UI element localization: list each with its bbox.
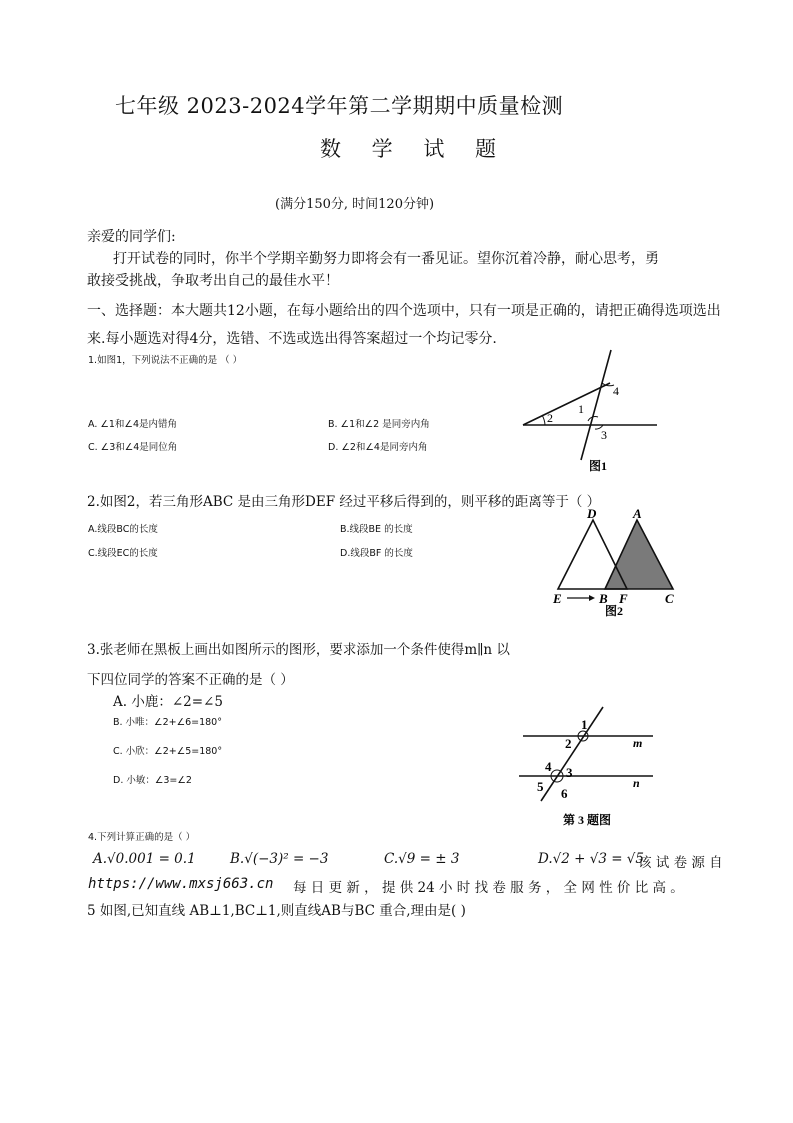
fig3-label-1: 1 xyxy=(581,717,588,732)
q2-option-c: C.线段EC的长度 xyxy=(88,548,158,559)
q1-option-c: C. ∠3和∠4是同位角 xyxy=(88,442,178,453)
intro-line-1: 打开试卷的同时，你半个学期辛勤努力即将会有一番见证。望你沉着冷静，耐心思考，勇 xyxy=(113,251,659,267)
fig2-label-c: C xyxy=(665,591,674,606)
q5-stem: 5 如图,已知直线 AB⊥1,BC⊥1,则直线AB与BC 重合,理由是( ) xyxy=(87,903,466,919)
fig2-label-b: B xyxy=(599,591,608,606)
fig1-transversal xyxy=(581,350,611,460)
q1-option-b: B. ∠1和∠2 是同旁内角 xyxy=(328,419,430,430)
fig1-label-1: 1 xyxy=(578,402,584,416)
fig2-label-a: A xyxy=(633,506,642,521)
figure-3 xyxy=(515,705,665,830)
fig1-angle-2-arc xyxy=(542,415,545,425)
q2-stem: 2.如图2，若三角形ABC 是由三角形DEF 经过平移后得到的，则平移的距离等于（ ） xyxy=(87,494,601,510)
fig1-label-2: 2 xyxy=(547,411,553,425)
figure-1 xyxy=(515,345,665,475)
fig3-label-4: 4 xyxy=(545,759,552,774)
q3-option-b: B. 小唯：∠2+∠6=180° xyxy=(113,717,222,728)
q4-stem: 4.下列计算正确的是（ ） xyxy=(88,832,196,843)
fig1-label-4: 4 xyxy=(613,384,619,398)
greeting: 亲爱的同学们: xyxy=(87,229,176,245)
fig3-label-6: 6 xyxy=(561,786,568,801)
q3-option-a: A. 小鹿：∠2=∠5 xyxy=(113,694,223,710)
q2-option-a: A.线段BC的长度 xyxy=(88,524,158,535)
q4-option-c: C.√9 = ± 3 xyxy=(384,851,460,867)
fig2-label-d: D xyxy=(587,506,597,521)
fig2-label-f: F xyxy=(619,591,628,606)
source-ad-line: 每 日 更 新 ， 提 供 24 小 时 找 卷 服 务 ， 全 网 性 价 比 高 。 xyxy=(293,880,684,896)
fig3-label-5: 5 xyxy=(537,779,544,794)
fig1-label-3: 3 xyxy=(601,428,607,442)
figure-2 xyxy=(545,505,685,620)
section-1-heading: 一、选择题：本大题共12小题，在每小题给出的四个选项中，只有一项是正确的，请把正确得选项选出 xyxy=(87,303,721,319)
q3-stem-line-1: 3.张老师在黑板上画出如图所示的图形，要求添加一个条件使得m∥n 以 xyxy=(87,642,510,658)
intro-line-2: 敢接受挑战，争取考出自己的最佳水平！ xyxy=(87,273,339,289)
q2-option-b: B.线段BE 的长度 xyxy=(340,524,413,535)
fig3-label-3: 3 xyxy=(566,765,573,780)
fig2-arrowhead xyxy=(589,595,595,601)
q1-stem: 1.如图1，下列说法不正确的是 （ ） xyxy=(88,355,243,366)
source-note: 该 试 卷 源 自 xyxy=(638,855,723,871)
fig1-caption: 图1 xyxy=(589,459,608,473)
q4-option-b: B.√(−3)² = −3 xyxy=(230,851,329,867)
fig2-caption: 图2 xyxy=(605,604,624,618)
fig3-label-2: 2 xyxy=(565,736,572,751)
q2-option-d: D.线段BF 的长度 xyxy=(340,548,413,559)
fig2-triangle-abc xyxy=(605,520,673,589)
q3-stem-line-2: 下四位同学的答案不正确的是（ ） xyxy=(87,672,294,688)
exam-subtitle: 数 学 试 题 xyxy=(320,137,509,161)
q1-option-a: A. ∠1和∠4是内错角 xyxy=(88,419,177,430)
q4-option-d: D.√2 + √3 = √5 xyxy=(538,851,644,867)
q3-option-c: C. 小欣：∠2+∠5=180° xyxy=(113,746,223,757)
fig3-transversal xyxy=(541,707,603,801)
q3-option-d: D. 小敏：∠3=∠2 xyxy=(113,775,192,786)
fig3-label-n: n xyxy=(633,776,640,790)
q1-option-d: D. ∠2和∠4是同旁内角 xyxy=(328,442,428,453)
section-1-rules: 来.每小题选对得4分，选错、不选或选出得答案超过一个均记零分. xyxy=(87,331,497,347)
fig3-caption: 第 3 题图 xyxy=(563,813,612,827)
q4-option-a: A.√0.001 = 0.1 xyxy=(93,851,196,867)
exam-info: (满分150分, 时间120分钟) xyxy=(275,197,435,212)
fig2-label-e: E xyxy=(553,591,562,606)
exam-title: 七年级 2023-2024学年第二学期期中质量检测 xyxy=(115,94,564,118)
fig3-label-m: m xyxy=(633,736,643,750)
source-link[interactable]: https://www.mxsj663.cn xyxy=(88,876,274,892)
